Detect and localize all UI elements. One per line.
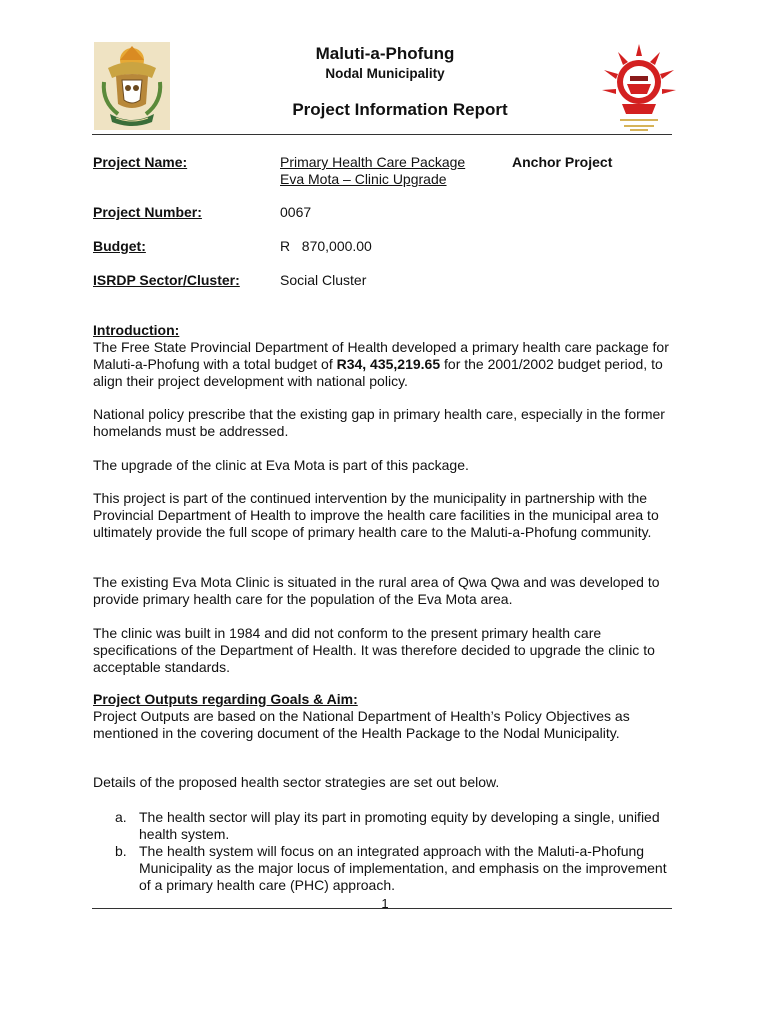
introduction-heading: Introduction: bbox=[93, 322, 180, 338]
sector-cluster-label: ISRDP Sector/Cluster: bbox=[93, 272, 240, 288]
project-number-label: Project Number: bbox=[93, 204, 202, 220]
outputs-heading: Project Outputs regarding Goals & Aim: bbox=[93, 691, 358, 707]
intro-text: for the 2001/2002 budget period, to align their project development with national policy. bbox=[93, 356, 663, 389]
project-name-line2: Eva Mota – Clinic Upgrade bbox=[280, 171, 447, 187]
total-budget-value: R34, 435,219.65 bbox=[336, 356, 441, 372]
intro-paragraph-2: National policy prescribe that the existing gap in primary health care, especially in the former homelands must be addressed. bbox=[93, 406, 665, 439]
organization-title: Maluti-a-Phofung bbox=[315, 44, 455, 63]
header-divider bbox=[92, 134, 672, 135]
intro-paragraph-6: The clinic was built in 1984 and did not conform to the present primary health care specifications of the Department of Health. It was therefore decided to upgrade the clinic to acceptable standards. bbox=[93, 625, 655, 675]
outputs-paragraph-1: Project Outputs are based on the National Department of Health’s Policy Objectives as mentioned in the covering document of the Health Package to the Nodal Municipality. bbox=[93, 708, 630, 741]
list-item bbox=[93, 809, 673, 843]
strategies-list bbox=[93, 809, 673, 894]
intro-paragraph-4: This project is part of the continued intervention by the municipality in partnership with the Provincial Department of Health to improve the health care facilities in the municipal area to ultimately provide the full scope of primary health care to the Maluti-a-Phofung community. bbox=[93, 490, 659, 540]
project-name-label: Project Name: bbox=[93, 154, 188, 170]
footer-divider bbox=[92, 908, 672, 909]
list-marker: a. bbox=[115, 809, 127, 825]
intro-paragraph-3: The upgrade of the clinic at Eva Mota is part of this package. bbox=[93, 457, 469, 473]
intro-paragraph-5: The existing Eva Mota Clinic is situated in the rural area of Qwa Qwa and was developed to provide primary health care for the population of the Eva Mota area. bbox=[93, 574, 660, 607]
list-item bbox=[93, 843, 673, 894]
page-number: 1 bbox=[381, 896, 389, 911]
budget-value: R 870,000.00 bbox=[280, 238, 372, 254]
project-name-line1: Primary Health Care Package bbox=[280, 154, 466, 170]
introduction-section bbox=[93, 322, 673, 390]
outputs-paragraph-2: Details of the proposed health sector strategies are set out below. bbox=[93, 774, 500, 790]
list-item-text: The health system will focus on an integrated approach with the Maluti-a-Phofung Municipality as the major locus of implementation, and emphasis on the improvement of a primary health care (PHC) approach. bbox=[139, 843, 667, 893]
intro-paragraph-1 bbox=[93, 339, 673, 390]
list-marker: b. bbox=[115, 843, 127, 859]
project-number-value: 0067 bbox=[280, 204, 312, 220]
sector-cluster-value: Social Cluster bbox=[280, 272, 367, 288]
outputs-section bbox=[93, 691, 673, 742]
anchor-project-label: Anchor Project bbox=[512, 154, 613, 170]
list-item-text: The health sector will play its part in promoting equity by developing a single, unified health system. bbox=[139, 809, 660, 842]
intro-text: The Free State Provincial Department of Health developed a primary health care package for Maluti-a-Phofung with a total budget of bbox=[93, 339, 669, 372]
budget-label: Budget: bbox=[93, 238, 146, 254]
organization-subtitle: Nodal Municipality bbox=[325, 66, 445, 81]
report-title: Project Information Report bbox=[292, 100, 508, 119]
